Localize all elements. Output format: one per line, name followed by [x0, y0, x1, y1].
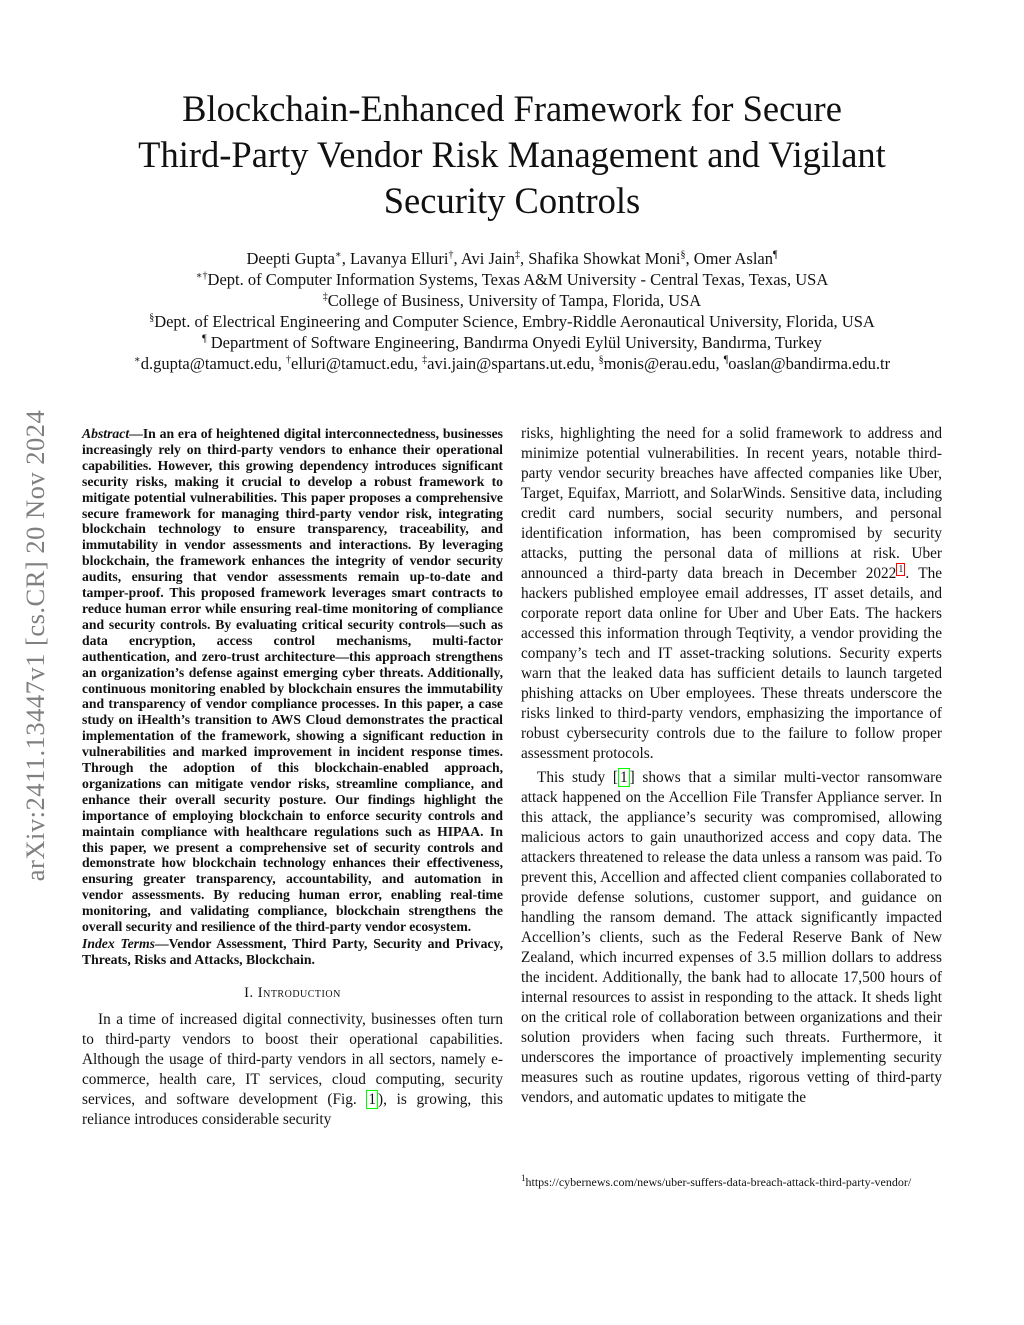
footnote-mark: 1	[521, 1173, 526, 1183]
affiliation-text: Dept. of Computer Information Systems, Texas A&M University - Central Texas, Texas, USA	[207, 270, 829, 289]
email-mark: ¶	[723, 354, 729, 366]
body-text: . The hackers published employee email addresses, IT asset details, and corporate report data online for Uber and Uber Eats. The hackers accessed this information through Teqtivity, a vendor providing the company’s tech and IT asset-tracking solutions. Security experts warn that the leaked data has sufficient details to launch targeted phishing attacks on Uber employees. These threats underscore the risks linked to third-party vendors, emphasizing the importance of robust cybersecurity controls due to the failure to follow proper assessment protocols.	[521, 565, 943, 762]
author-name: Avi Jain	[460, 249, 516, 268]
author-name: Shafika Showkat Moni	[528, 249, 681, 268]
right-column	[521, 424, 942, 1108]
author-sep: ,	[685, 249, 694, 268]
author-mark: ∗	[334, 249, 342, 261]
index-terms-lead: Index Terms	[82, 936, 155, 951]
author-mark: †	[448, 249, 454, 261]
title-line-3: Security Controls	[383, 180, 641, 221]
email: elluri@tamuct.edu,	[291, 354, 423, 373]
affiliation-2	[60, 290, 964, 311]
title-line-2: Third-Party Vendor Risk Management and Vigilant	[138, 134, 886, 175]
body-text: ] shows that a similar multi-vector ransomware attack happened on the Accellion File Transfer Appliance server. In this attack, the appliance’s security was compromised, allowing malicious actors to gain unauthorized access and copy data. The attackers threatened to release the data unless a ransom was paid. To prevent this, Accellion and affected client companies collaborated to provide defense solutions, customer support, and guidance on handling the ransom demand. The attack significantly impacted Accellion’s clients, such as the Federal Reserve Bank of New Zealand, which incurred expenses of 3.5 million dollars to address the incident. Additionally, the bank had to allocate 17,500 hours of internal resources to assist in responding to the attack. It sheds light on the critical role of collaboration between organizations and their solution providers when facing such threats. Furthermore, it underscores the importance of proactively implementing security measures such as routine updates, rigorous vetting of third-party vendors, and automatic updates to mitigate the	[521, 769, 942, 1106]
left-column	[82, 426, 503, 1130]
affiliation-1	[60, 269, 964, 290]
author-name: Lavanya Elluri	[349, 249, 449, 268]
author-sep: ,	[520, 249, 529, 268]
author-names	[60, 248, 964, 269]
arxiv-identifier: arXiv:2411.13447v1 [cs.CR] 20 Nov 2024	[20, 409, 51, 881]
abstract-text: —In an era of heightened digital interconnectedness, businesses increasingly rely on third-party vendors to enhance their operational capabilities. However, this growing dependency introduces significant security risks, making it crucial to develop a robust framework to mitigate potential vulnerabilities. This paper proposes a comprehensive secure framework for managing third-party vendor risk, integrating blockchain technology to ensure transparency, traceability, and immutability in vendor assessments and interactions. By leveraging blockchain, the framework enhances the integrity of vendor security audits, ensuring that vendor assessments remain up-to-date and tamper-proof. This proposed framework leverages smart contracts to reduce human error while ensuring real-time monitoring of compliance and security controls. By evaluating critical security controls—such as data encryption, access control mechanisms, multi-factor authentication, and zero-trust architecture—this approach strengthens an organization’s defense against emerging cyber threats. Additionally, continuous monitoring enabled by blockchain ensures the immutability and transparency of vendor compliance processes. In this paper, a case study on iHealth’s transition to AWS Cloud demonstrates the practical implementation of the framework, showing a significant reduction in vulnerabilities and marked improvement in incident response times. Through the adoption of this blockchain-enabled approach, organizations can mitigate vendor risks, streamline compliance, and enhance their overall security posture. Our findings highlight the importance of employing blockchain to enforce security controls and maintain compliance with healthcare regulations such as HIPAA. In this paper, we present a comprehensive set of security controls and demonstrate how blockchain technology enhances their effectiveness, ensuring greater transparency, accountability, and automation in vendor assessments. By reducing human error, enabling real-time monitoring, and validating compliance, blockchain strengthens the overall security and resilience of the third-party vendor ecosystem.	[82, 426, 503, 935]
index-terms	[82, 936, 503, 968]
author-block	[60, 248, 964, 374]
affiliation-mark: §	[149, 312, 155, 324]
email-mark: †	[286, 354, 292, 366]
email: monis@erau.edu,	[603, 354, 724, 373]
author-emails	[60, 353, 964, 374]
abstract	[82, 426, 503, 935]
body-text: This study [	[537, 769, 618, 786]
section-title: Introduction	[257, 984, 341, 1001]
email-mark: §	[598, 354, 604, 366]
author-mark: ¶	[773, 249, 778, 261]
author-name: Deepti Gupta	[246, 249, 335, 268]
index-terms-text: —Vendor Assessment, Third Party, Security and Privacy, Threats, Risks and Attacks, Blockchain.	[82, 936, 503, 967]
abstract-lead: Abstract	[82, 426, 130, 441]
author-mark: ‡	[515, 249, 521, 261]
author-mark: §	[680, 249, 686, 261]
author-name: Omer Aslan	[693, 249, 773, 268]
email: avi.jain@spartans.ut.edu,	[427, 354, 599, 373]
section-heading	[82, 985, 503, 1002]
section-numeral: I.	[244, 984, 258, 1001]
figure-link[interactable]: 1	[368, 1090, 377, 1108]
intro-text: ), is growing, this reliance introduces considerable security	[82, 1090, 504, 1128]
affiliation-mark: ‡	[322, 291, 328, 303]
email-mark: ∗	[133, 354, 141, 366]
affiliation-mark: ∗†	[195, 270, 208, 282]
footnote-link[interactable]: 1	[898, 563, 904, 575]
citation-link[interactable]: 1	[619, 769, 628, 786]
arxiv-sidebar	[8, 345, 64, 945]
title-line-1: Blockchain-Enhanced Framework for Secure	[182, 88, 842, 129]
affiliation-mark: ¶	[202, 333, 207, 345]
body-paragraph	[521, 768, 942, 1108]
paper-title	[60, 86, 964, 224]
affiliation-4	[60, 332, 964, 353]
author-sep: ,	[453, 249, 461, 268]
affiliation-3	[60, 311, 964, 332]
intro-paragraph	[82, 1010, 503, 1130]
author-sep: ,	[341, 249, 350, 268]
intro-text: In a time of increased digital connectivity, businesses often turn to third-party vendors to boost their operational capabilities. Although the usage of third-party vendors in all sectors, namely e-commerce, health care, IT services, cloud computing, security services, and software development (Fig.	[82, 1010, 503, 1108]
email-mark: ‡	[422, 354, 428, 366]
email: oaslan@bandirma.edu.tr	[728, 354, 891, 373]
footnote	[521, 1170, 942, 1190]
affiliation-text: Department of Software Engineering, Bandırma Onyedi Eylül University, Bandırma, Turkey	[206, 333, 822, 352]
affiliation-text: Dept. of Electrical Engineering and Computer Science, Embry-Riddle Aeronautical University, Florida, USA	[154, 312, 875, 331]
footnote-url[interactable]: https://cybernews.com/news/uber-suffers-data-breach-attack-third-party-vendor/	[525, 1175, 912, 1189]
body-paragraph	[521, 424, 942, 764]
affiliation-text: College of Business, University of Tampa, Florida, USA	[327, 291, 702, 310]
email: d.gupta@tamuct.edu,	[140, 354, 287, 373]
body-text: risks, highlighting the need for a solid framework to address and minimize potential vulnerabilities. In recent years, notable third-party vendor security breaches have affected companies like Uber, Target, Equifax, Marriott, and SolarWinds. Sensitive data, including credit card numbers, social security numbers, and personal identification information, has been compromised by security attacks, putting the personal data of millions at risk. Uber announced a third-party data breach in December 2022	[521, 425, 942, 582]
